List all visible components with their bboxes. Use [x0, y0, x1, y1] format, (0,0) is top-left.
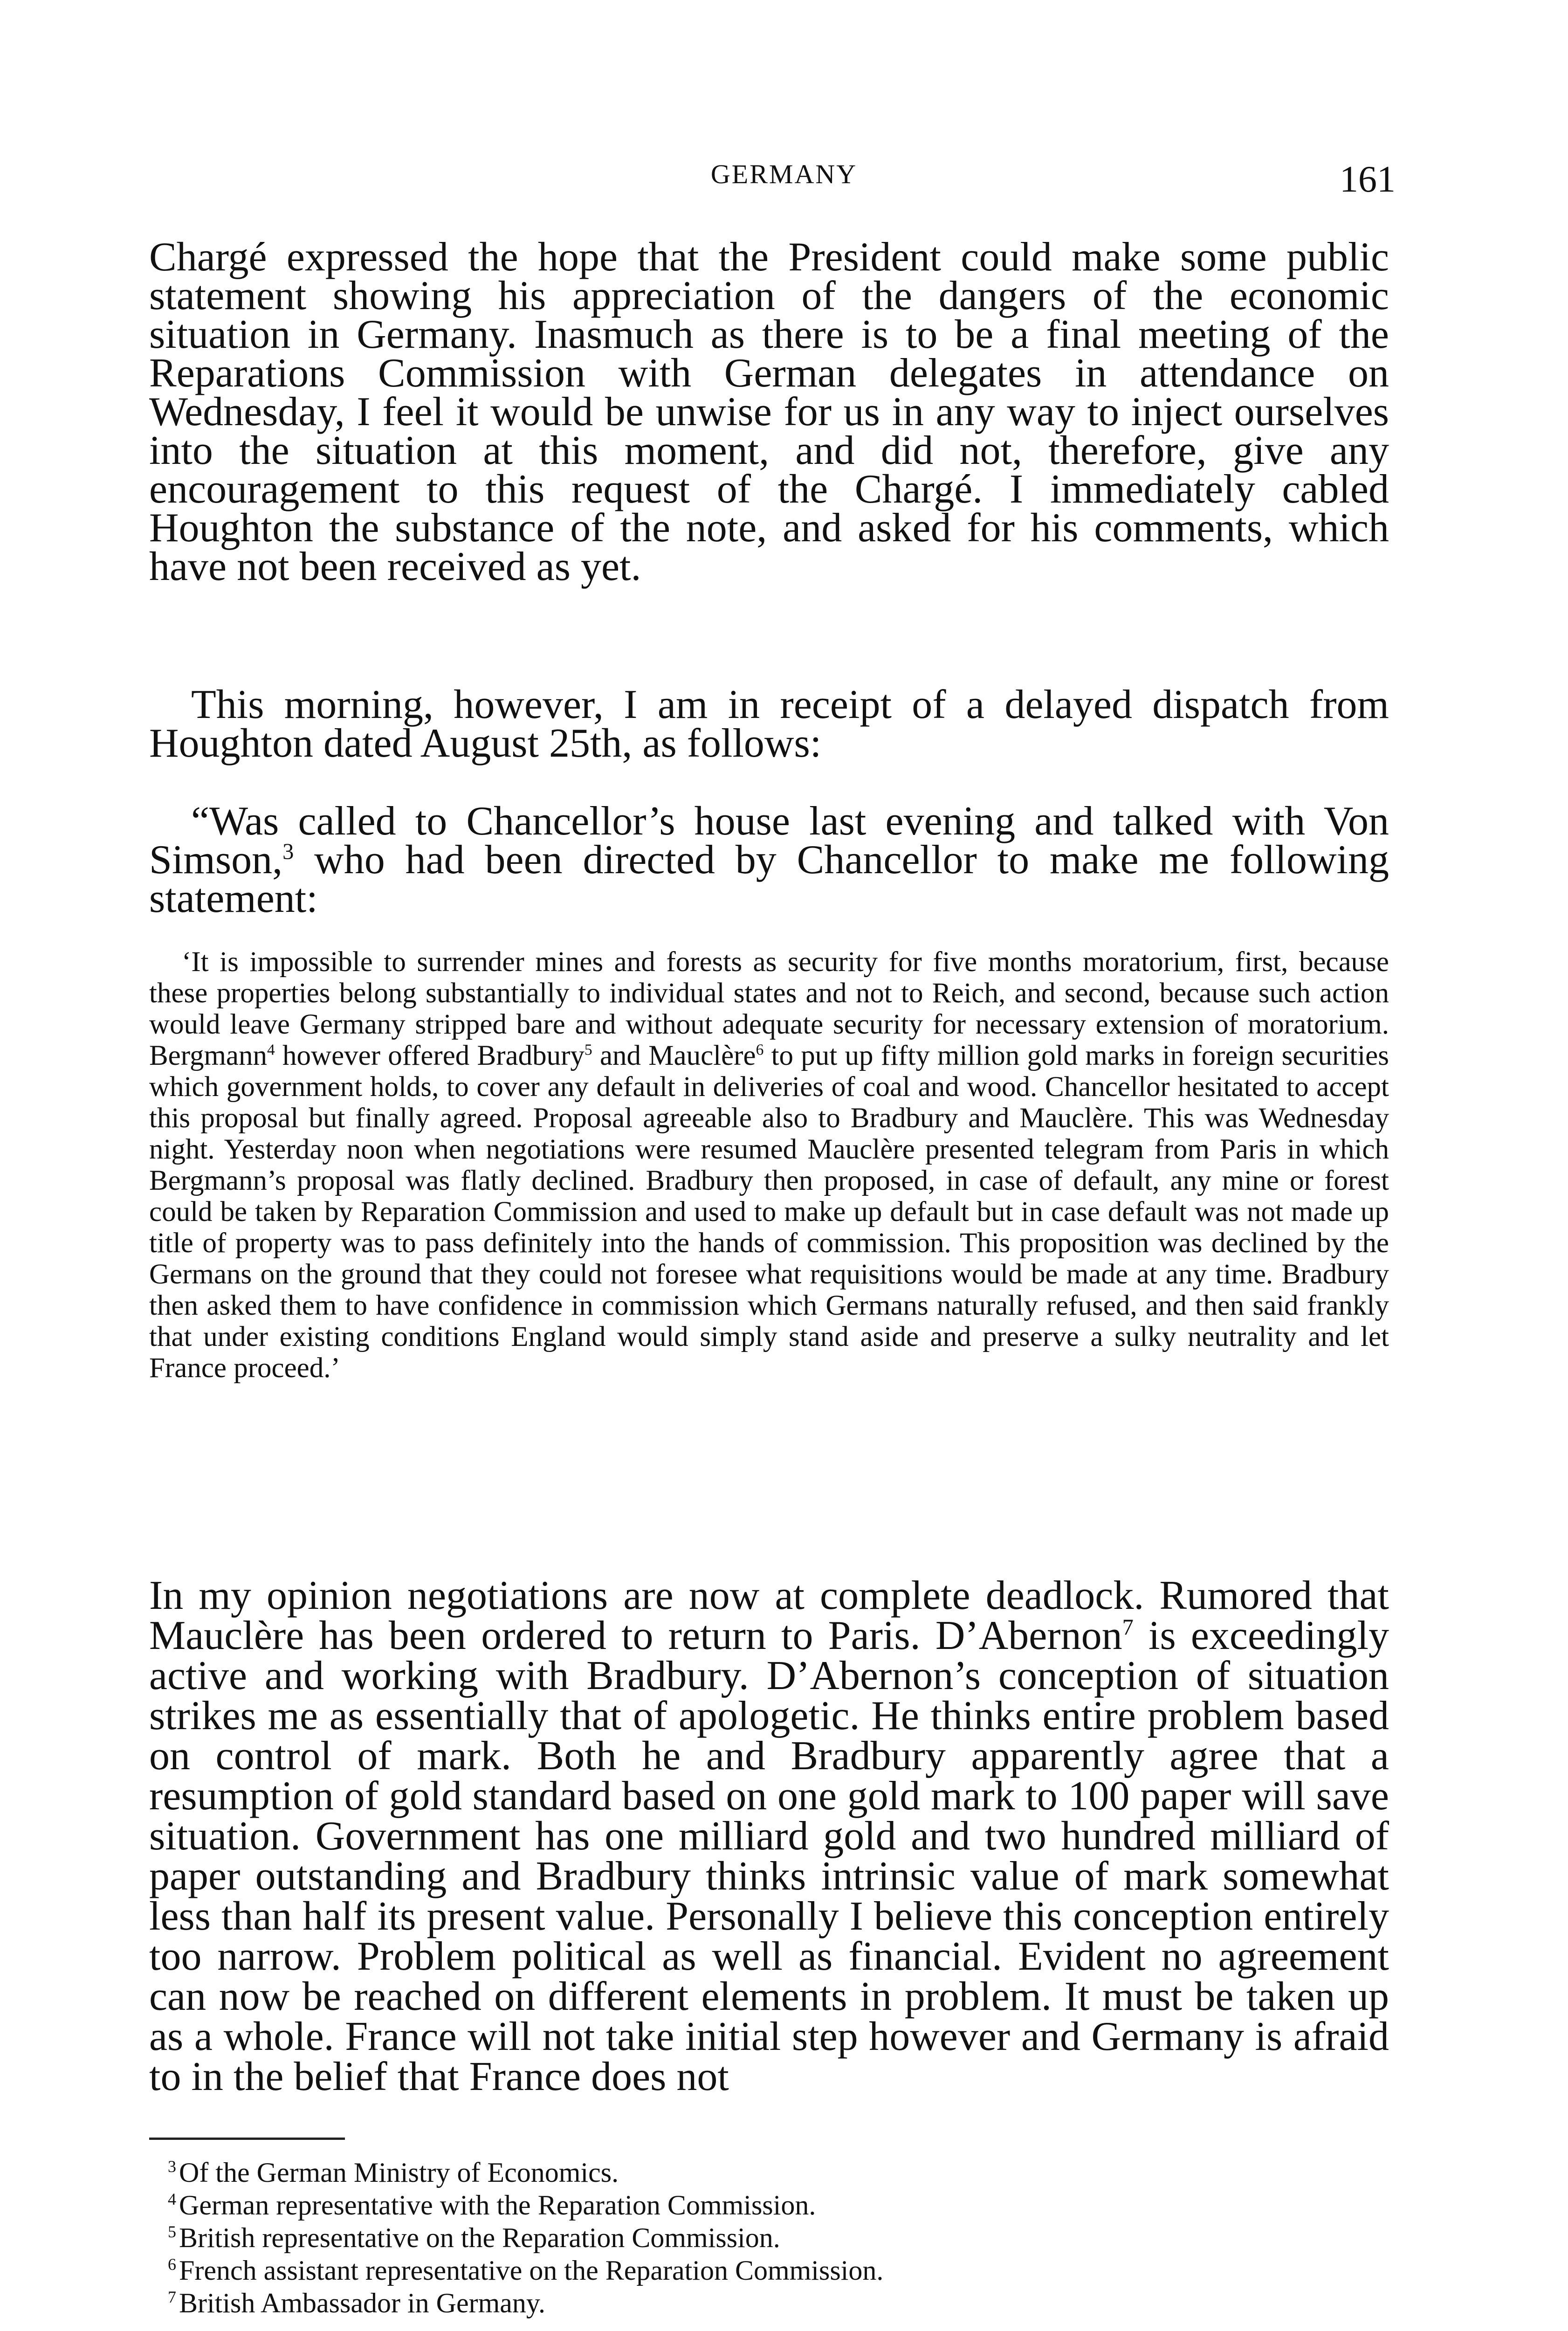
footnote-item: [168, 2221, 1380, 2254]
paragraph-5-text-a: In my opinion negotiations are now at complete deadlock. Rumored that Mauclère has been ordered to return to Paris. D’Abernon: [149, 1573, 1389, 1658]
paragraph-3-text-b: who had been directed by Chancellor to make me following statement:: [149, 837, 1389, 921]
paragraph-3: [149, 799, 1389, 921]
page-number: 161: [1340, 159, 1396, 200]
paragraph-3-text-a: “Was called to Chancellor’s house last evening and talked with Von Simson,: [149, 799, 1389, 883]
quote-text-1: ‘It is impossible to surrender mines and forests as security for five months moratorium, first, because these properties belong substantially to individual states and not to Reich, and second, because such action would leave Germany stripped bare and without adequate security for necessary extension of moratorium. Bergmann: [149, 946, 1389, 1071]
footnote-mark: 6: [168, 2255, 176, 2274]
footnote-text: Of the German Ministry of Economics.: [179, 2157, 619, 2188]
footnote-text: French assistant representative on the Reparation Commission.: [179, 2255, 884, 2286]
footnote-text: British representative on the Reparation Commission.: [179, 2222, 780, 2253]
footnote-item: [168, 2254, 1380, 2287]
footnote-ref-7: 7: [1122, 1615, 1134, 1640]
paragraph-5: [149, 1573, 1389, 2099]
footnote-mark: 4: [168, 2190, 176, 2208]
quote-text-4: to put up fifty million gold marks in foreign securities which government holds, to cover any default in deliveries of coal and wood. Chancellor hesitated to accept this proposal but finally agreed. Proposal agreeable also to Bradbury and Mauclère. This was Wednesday night. Yesterday noon when negotiations were resumed Mauclère presented telegram from Paris in which Bergmann’s proposal was flatly declined. Bradbury then proposed, in case of default, any mine or forest could be taken by Reparation Commission and used to make up default but in case default was not made up title of property was to pass definitely into the hands of commission. This proposition was declined by the Germans on the ground that they could not foresee what requisitions would be made at any time. Bradbury then asked them to have confidence in commission which Germans naturally refused, and then said frankly that under existing conditions England would simply stand aside and preserve a sulky neutrality and let France proceed.’: [149, 1040, 1389, 1384]
footnote-ref-5: 5: [584, 1041, 592, 1059]
footnotes-list: [168, 2156, 1380, 2319]
footnote-ref-6: 6: [756, 1041, 764, 1059]
footnote-mark: 5: [168, 2222, 176, 2241]
quoted-statement: [149, 946, 1389, 1384]
footnote-item: [168, 2189, 1380, 2221]
footnote-ref-4: 4: [267, 1041, 275, 1059]
paragraph-5-text-b: is exceedingly active and working with Bradbury. D’Abernon’s conception of situation strikes me as essentially that of apologetic. He thinks entire problem based on control of mark. Both he and Bradbury apparently agree that a resumption of gold standard based on one gold mark to 100 paper will save situation. Government has one milliard gold and two hundred milliard of paper outstanding and Bradbury thinks intrinsic value of mark somewhat less than half its present value. Personally I believe this conception entirely too narrow. Problem political as well as financial. Evident no agreement can now be reached on different elements in problem. It must be taken up as a whole. France will not take initial step however and Germany is afraid to in the belief that France does not: [149, 1613, 1389, 2099]
footnote-divider: [149, 2138, 345, 2140]
footnote-mark: 3: [168, 2157, 176, 2176]
quote-text-3: and Mauclère: [592, 1040, 756, 1071]
footnote-item: [168, 2287, 1380, 2319]
footnote-ref-3: 3: [282, 839, 294, 864]
footnote-text: German representative with the Reparation Commission.: [179, 2190, 816, 2221]
footnote-text: British Ambassador in Germany.: [179, 2288, 546, 2318]
footnote-item: [168, 2156, 1380, 2189]
paragraph-1: Chargé expressed the hope that the President could make some public statement showing his appreciation of the dangers of the economic situation in Germany. Inasmuch as there is to be a final meeting of the Reparations Commission with German delegates in attendance on Wednesday, I feel it would be unwise for us in any way to inject ourselves into the situation at this moment, and did not, therefore, give any encouragement to this request of the Chargé. I immediately cabled Houghton the substance of the note, and asked for his comments, which have not been received as yet.: [149, 234, 1389, 589]
running-head: GERMANY: [710, 159, 858, 189]
paragraph-2: This morning, however, I am in receipt of a delayed dispatch from Houghton dated August 25th, as follows:: [149, 682, 1389, 766]
quote-text-2: however offered Bradbury: [275, 1040, 585, 1071]
footnote-mark: 7: [168, 2288, 176, 2306]
